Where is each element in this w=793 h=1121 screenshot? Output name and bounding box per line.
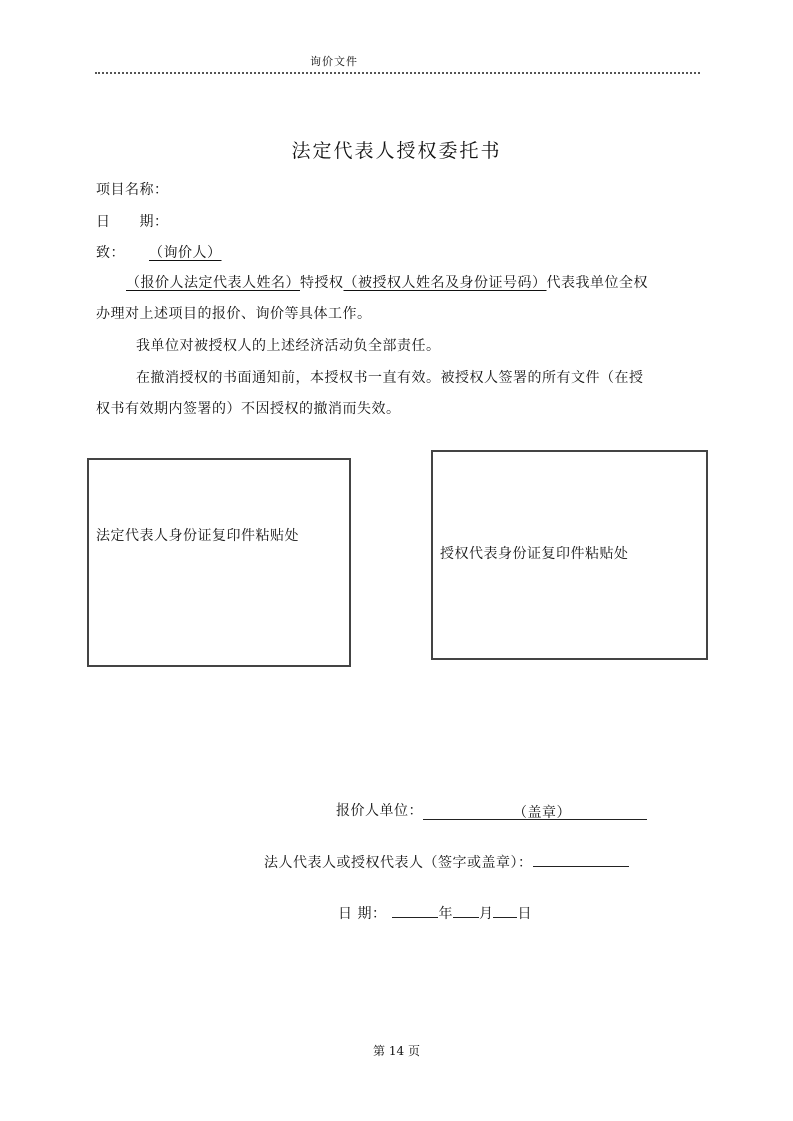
seal-placeholder: （盖章） [513,805,571,821]
legal-rep-id-box-label: 法定代表人身份证复印件粘贴处 [96,528,299,544]
legal-rep-name-placeholder: （报价人法定代表人姓名） [126,275,300,291]
bidder-unit-label: 报价人单位： [336,803,423,819]
header-divider [95,72,700,74]
document-title: 法定代表人授权委托书 [291,140,502,162]
header-title: 询价文件 [310,55,358,68]
representative-row [264,852,629,872]
date-field: 日 期： [96,214,169,230]
bidder-unit-line [423,803,647,820]
representative-label: 法人代表人或授权代表人（签字或盖章）： [264,855,533,871]
recipient-field [96,242,238,262]
recipient-value: （询价人） [149,245,222,261]
authorized-person-placeholder: （被授权人姓名及身份证号码） [343,275,547,291]
responsibility-paragraph: 我单位对被授权人的上述经济活动负全部责任。 [136,338,441,354]
sign-date-label: 日 期： [338,906,387,922]
day-blank [493,903,517,918]
authorization-paragraph-line2: 办理对上述项目的报价、询价等具体工作。 [96,306,372,322]
validity-paragraph-line1: 在撤消授权的书面通知前，本授权书一直有效。被授权人签署的所有文件（在授 [136,370,644,386]
month-blank [453,903,479,918]
year-blank [392,903,438,918]
legal-rep-id-box [87,458,351,667]
recipient-label: 致： [96,245,125,261]
month-label: 月 [478,906,494,922]
project-name-field: 项目名称： [96,182,169,198]
authorization-paragraph-line1 [126,272,648,292]
authorized-rep-id-box-label: 授权代表身份证复印件粘贴处 [440,546,629,562]
page-number: 第 14 页 [373,1044,420,1058]
representative-signature-line [533,852,629,867]
authorization-text-tail: 代表我单位全权 [546,275,648,291]
sign-date-row [338,903,532,923]
authorization-text: 特授权 [300,275,344,291]
validity-paragraph-line2: 权书有效期内签署的）不因授权的撤消而失效。 [96,401,401,417]
day-label: 日 [517,906,532,922]
year-label: 年 [438,906,453,922]
bidder-unit-row [336,800,647,820]
